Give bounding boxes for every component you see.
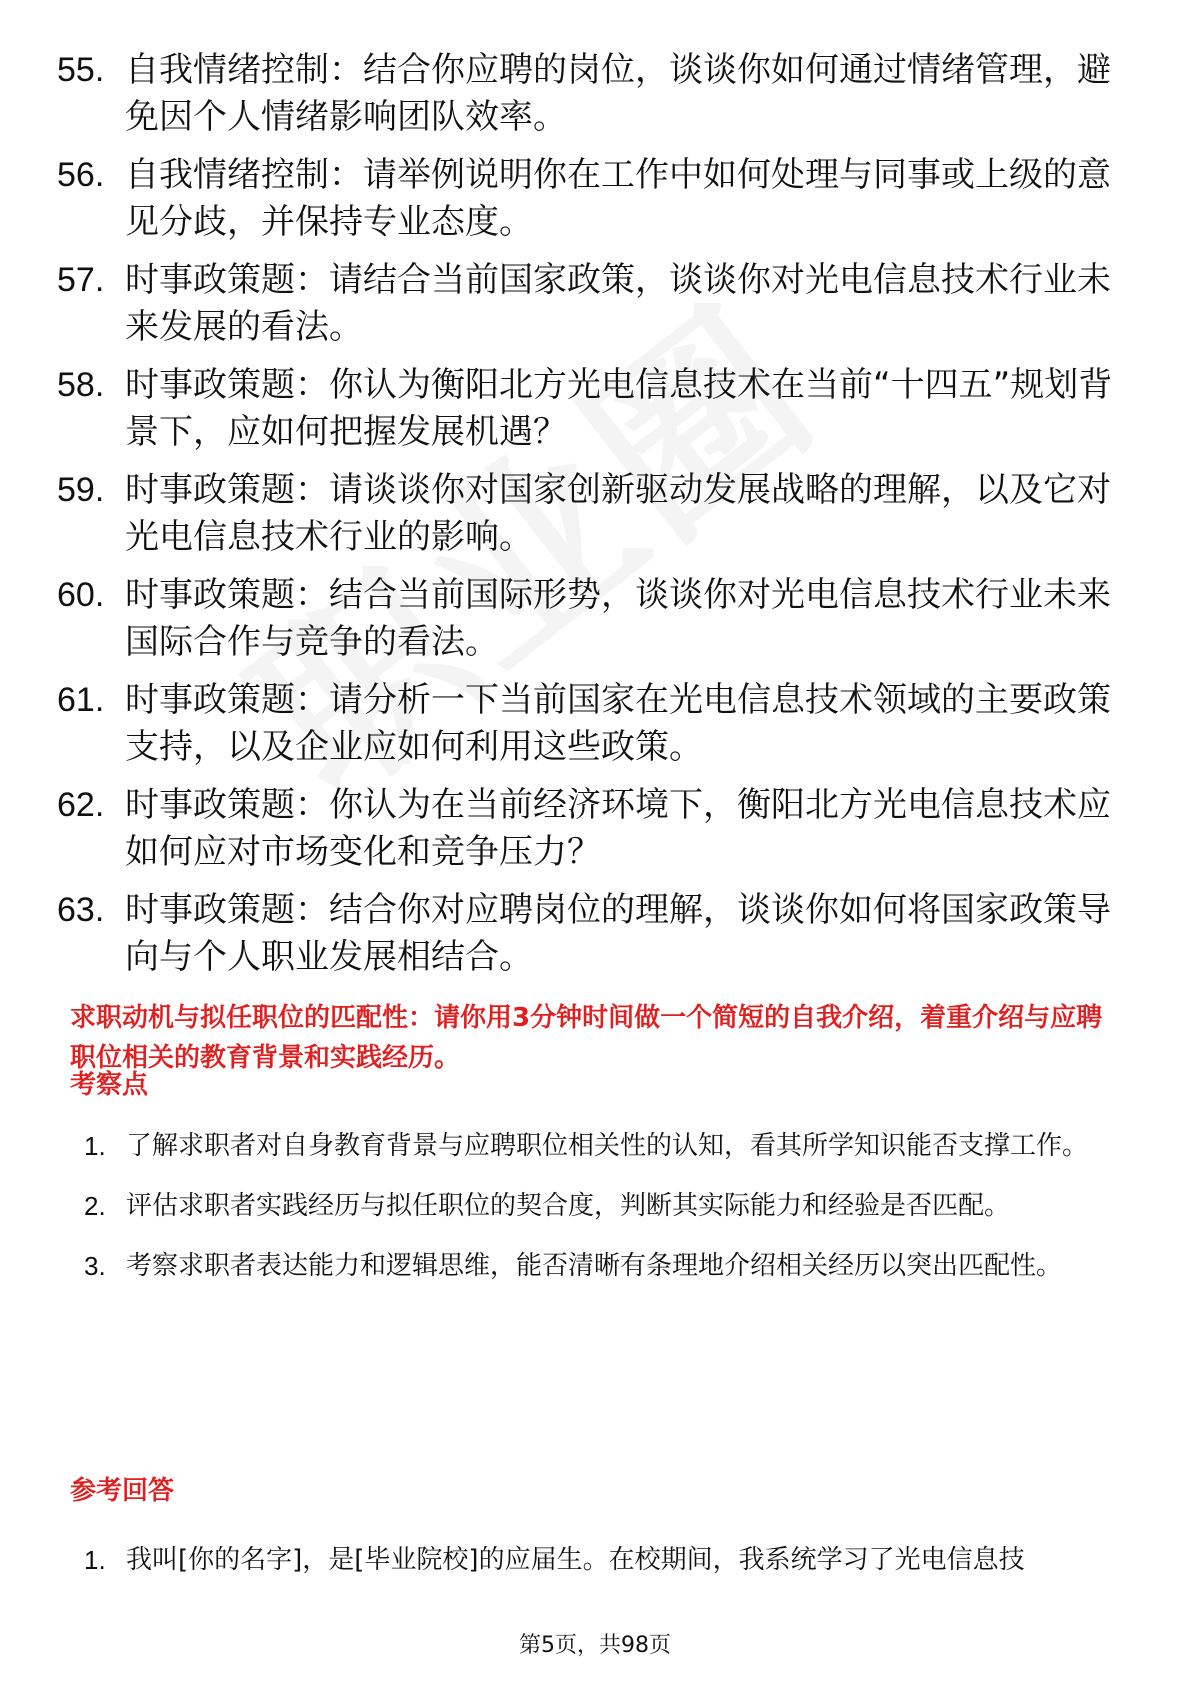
question-text: 时事政策题：请谈谈你对国家创新驱动发展战略的理解，以及它对光电信息技术行业的影响。 <box>125 470 1111 557</box>
answer-list <box>84 1530 1120 1590</box>
question-number: 59. <box>57 471 105 509</box>
question-item <box>57 467 1137 561</box>
point-item <box>84 1236 1120 1296</box>
points-list <box>84 1116 1120 1296</box>
question-number: 60. <box>57 576 105 614</box>
point-item <box>84 1116 1120 1176</box>
question-number: 61. <box>57 681 105 719</box>
question-text: 自我情绪控制：结合你应聘的岗位，谈谈你如何通过情绪管理，避免因个人情绪影响团队效率。 <box>125 50 1111 137</box>
question-item <box>57 782 1137 876</box>
point-number: 3. <box>84 1251 106 1281</box>
point-item <box>84 1176 1120 1236</box>
question-item <box>57 152 1137 246</box>
question-text: 时事政策题：你认为在当前经济环境下，衡阳北方光电信息技术应如何应对市场变化和竞争压力？ <box>125 785 1111 872</box>
question-number: 57. <box>57 261 105 299</box>
point-number: 1. <box>84 1131 106 1161</box>
question-number: 56. <box>57 156 105 194</box>
section-title-answer: 参考回答 <box>70 1476 175 1506</box>
point-text: 评估求职者实践经历与拟任职位的契合度，判断其实际能力和经验是否匹配。 <box>126 1191 1011 1221</box>
question-number: 62. <box>57 786 105 824</box>
section-title-points: 考察点 <box>70 1070 149 1100</box>
point-text: 考察求职者表达能力和逻辑思维，能否清晰有条理地介绍相关经历以突出匹配性。 <box>126 1251 1063 1281</box>
question-list <box>57 47 1137 992</box>
answer-number: 1. <box>84 1545 106 1575</box>
question-number: 55. <box>57 51 105 89</box>
page-footer: 第5页，共98页 <box>519 1633 671 1658</box>
question-text: 自我情绪控制：请举例说明你在工作中如何处理与同事或上级的意见分歧，并保持专业态度。 <box>125 155 1111 242</box>
point-text: 了解求职者对自身教育背景与应聘职位相关性的认知，看其所学知识能否支撑工作。 <box>126 1131 1089 1161</box>
question-text: 时事政策题：请结合当前国家政策，谈谈你对光电信息技术行业未来发展的看法。 <box>125 260 1111 347</box>
question-item <box>57 677 1137 771</box>
question-text: 时事政策题：结合当前国际形势，谈谈你对光电信息技术行业未来国际合作与竞争的看法。 <box>125 575 1111 662</box>
question-number: 58. <box>57 366 105 404</box>
question-number: 63. <box>57 891 105 929</box>
question-text: 时事政策题：你认为衡阳北方光电信息技术在当前“十四五”规划背景下，应如何把握发展机遇？ <box>125 365 1113 452</box>
question-item <box>57 47 1137 141</box>
question-item <box>57 887 1137 981</box>
question-text: 时事政策题：请分析一下当前国家在光电信息技术领域的主要政策支持，以及企业应如何利用这些政策。 <box>125 680 1111 767</box>
question-text: 时事政策题：结合你对应聘岗位的理解，谈谈你如何将国家政策导向与个人职业发展相结合。 <box>125 890 1111 977</box>
answer-item <box>84 1530 1120 1590</box>
answer-text: 我叫[你的名字]，是[毕业院校]的应届生。在校期间，我系统学习了光电信息技 <box>126 1545 1025 1575</box>
question-item <box>57 362 1137 456</box>
point-number: 2. <box>84 1191 106 1221</box>
question-item <box>57 257 1137 351</box>
question-headline: 求职动机与拟任职位的匹配性：请你用3分钟时间做一个简短的自我介绍，着重介绍与应聘职位相关的教育背景和实践经历。 <box>70 1003 1103 1073</box>
question-item <box>57 572 1137 666</box>
